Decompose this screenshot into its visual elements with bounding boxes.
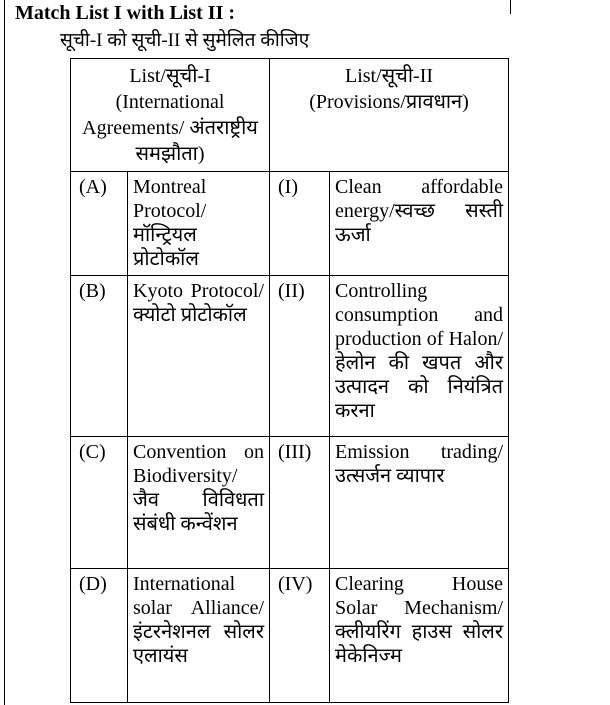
table-header-row	[71, 59, 509, 172]
list-2-code: (III)	[270, 437, 330, 569]
list-2-header	[270, 59, 509, 172]
list-2-item: Emission trading/उत्सर्जन व्यापार	[330, 437, 509, 569]
list-1-header	[71, 59, 270, 172]
table-row	[71, 172, 509, 276]
list-1-subtitle: (International Agreements/ अंतराष्ट्रीय समझौता)	[82, 91, 258, 165]
match-table	[70, 58, 509, 703]
question-heading: Match List I with List II :	[15, 2, 236, 24]
list-1-item: Kyoto Protocol/ क्योटो प्रोटोकॉल	[128, 276, 270, 437]
list-2-item: Clearing House Solar Mechanism/ क्लीयरिंग हाउस सोलर मेकेनिज्म	[330, 569, 509, 703]
list-2-code: (I)	[270, 172, 330, 276]
list-1-code: (C)	[71, 437, 128, 569]
list-2-subtitle: (Provisions/प्रावधान)	[309, 91, 469, 113]
list-1-item: Montreal Protocol/ मॉन्ट्रियल प्रोटोकॉल	[128, 172, 270, 276]
list-1-title: List/सूची-I	[129, 65, 211, 87]
list-1-code: (B)	[71, 276, 128, 437]
list-1-code: (D)	[71, 569, 128, 703]
table-row	[71, 437, 509, 569]
page-border-right	[510, 0, 511, 14]
list-1-code: (A)	[71, 172, 128, 276]
list-1-item: International solar Alliance/ इंटरनेशनल सोलर एलायंस	[128, 569, 270, 703]
list-1-item: Convention on Biodiversity/ जैव विविधता संबंधी कन्वेंशन	[128, 437, 270, 569]
question-subheading: सूची-I को सूची-II से सुमेलित कीजिए	[60, 30, 310, 51]
list-2-item: Clean affordable energy/स्वच्छ सस्ती ऊर्जा	[330, 172, 509, 276]
list-2-item: Controlling consumption and production of Halon/हेलोन की खपत और उत्पादन को नियंत्रित करना	[330, 276, 509, 437]
table-row	[71, 276, 509, 437]
list-2-code: (IV)	[270, 569, 330, 703]
page-border-left	[4, 0, 5, 705]
list-2-code: (II)	[270, 276, 330, 437]
table-row	[71, 569, 509, 703]
list-2-title: List/सूची-II	[344, 65, 434, 87]
